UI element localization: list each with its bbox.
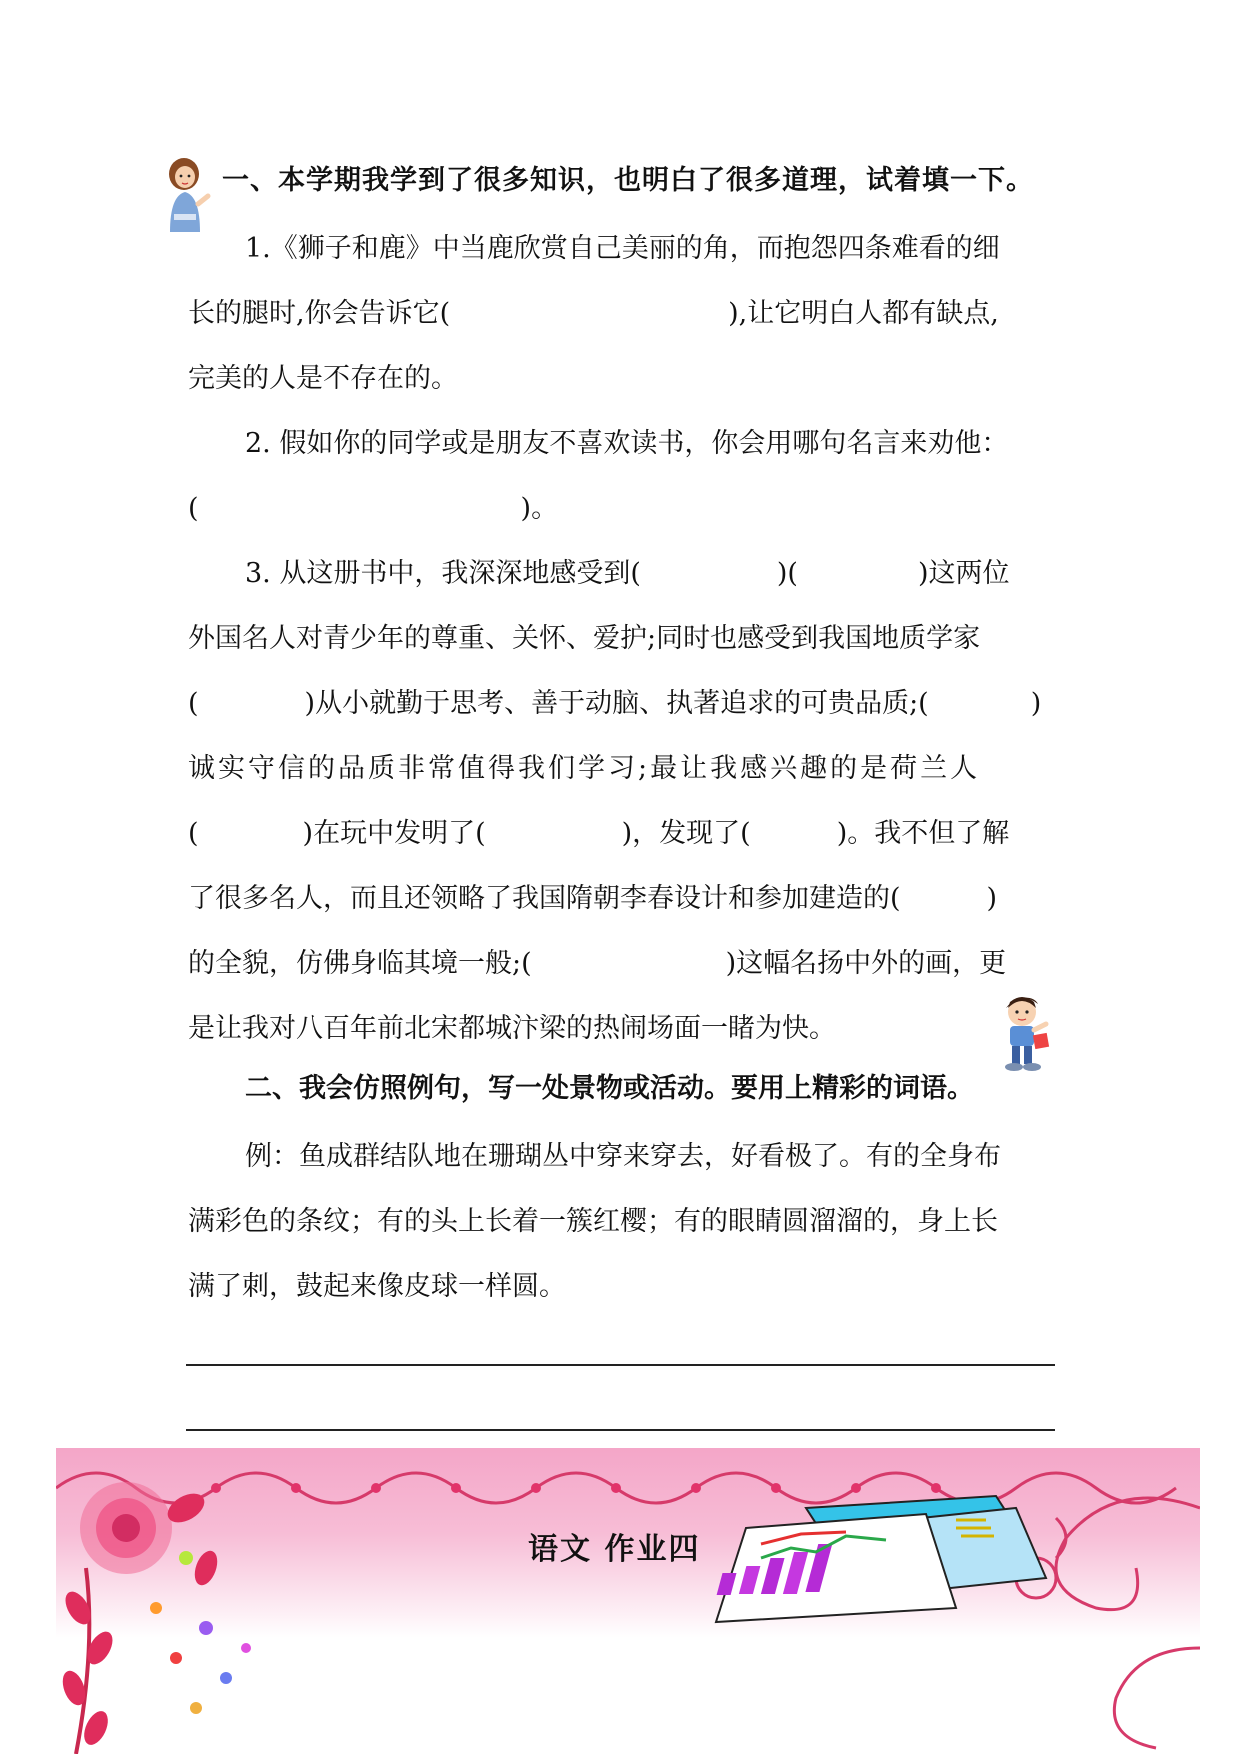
writing-line-2[interactable] xyxy=(186,1429,1055,1431)
q3-line4: 诚实守信的品质非常值得我们学习;最让我感兴趣的是荷兰人 xyxy=(188,753,981,784)
q3-text: ) xyxy=(986,883,998,914)
assignment-title: 语文 作业四 xyxy=(528,1532,701,1567)
q3-text: )从小就勤于思考、善于动脑、执著追求的可贵品质;( xyxy=(304,688,929,719)
example-line3: 满了刺，鼓起来像皮球一样圆。 xyxy=(188,1271,566,1302)
section2-example xyxy=(188,1124,1053,1319)
q3-text: )。我不但了解 xyxy=(836,818,1010,849)
q3-line8: 是让我对八百年前北宋都城汴梁的热闹场面一睹为快。 xyxy=(188,1013,836,1044)
section2-heading: 二、我会仿照例句，写一处景物或活动。要用上精彩的词语。 xyxy=(245,1073,974,1104)
q2-line1: 2. 假如你的同学或是朋友不喜欢读书，你会用哪句名言来劝他： xyxy=(245,428,1009,459)
q2-text: )。 xyxy=(520,493,559,524)
q3-line3 xyxy=(188,671,1053,736)
q3-line2: 外国名人对青少年的尊重、关怀、爱护;同时也感受到我国地质学家 xyxy=(188,623,981,654)
q3-text: 了很多名人，而且还领略了我国隋朝李春设计和参加建造的( xyxy=(188,883,901,914)
rose-decoration xyxy=(58,1482,251,1754)
q3-text: ( xyxy=(188,688,199,719)
q1-line1: 1.《狮子和鹿》中当鹿欣赏自己美丽的角，而抱怨四条难看的细 xyxy=(245,233,1000,264)
q1-line2 xyxy=(188,281,1053,346)
q1-line3: 完美的人是不存在的。 xyxy=(188,363,458,394)
boy-illustration xyxy=(990,990,1056,1072)
q3-text: ) xyxy=(1030,688,1042,719)
q3-text: 3. 从这册书中，我深深地感受到( xyxy=(245,558,641,589)
q1-text: ),让它明白人都有缺点, xyxy=(728,298,999,329)
example-line2: 满彩色的条纹；有的头上长着一簇红樱；有的眼睛圆溜溜的，身上长 xyxy=(188,1206,998,1237)
q3-line6 xyxy=(188,866,1053,931)
q3-text: ( xyxy=(188,818,199,849)
q3-text: )这两位 xyxy=(917,558,1010,589)
q3-text: )，发现了( xyxy=(621,818,751,849)
q3-text: )在玩中发明了( xyxy=(302,818,486,849)
q2-line2 xyxy=(188,476,1053,541)
section1-heading: 一、本学期我学到了很多知识，也明白了很多道理，试着填一下。 xyxy=(222,165,1034,196)
q3-line1 xyxy=(188,541,1053,606)
q1-text: 长的腿时,你会告诉它( xyxy=(188,298,451,329)
writing-line-1[interactable] xyxy=(186,1364,1055,1366)
example-line1: 例：鱼成群结队地在珊瑚丛中穿来穿去，好看极了。有的全身布 xyxy=(245,1141,1001,1172)
q2-text: ( xyxy=(188,493,199,524)
footer-banner xyxy=(56,1448,1200,1754)
flourish-decoration xyxy=(1006,1498,1200,1748)
banner-decoration xyxy=(56,1448,1200,1754)
section1-questions xyxy=(188,216,1053,1061)
q3-text: )( xyxy=(776,558,798,589)
q3-text: )这幅名扬中外的画，更 xyxy=(725,948,1007,979)
q3-line5 xyxy=(188,801,1053,866)
q3-line7 xyxy=(188,931,1053,996)
q3-text: 的全貌，仿佛身临其境一般;( xyxy=(188,948,532,979)
